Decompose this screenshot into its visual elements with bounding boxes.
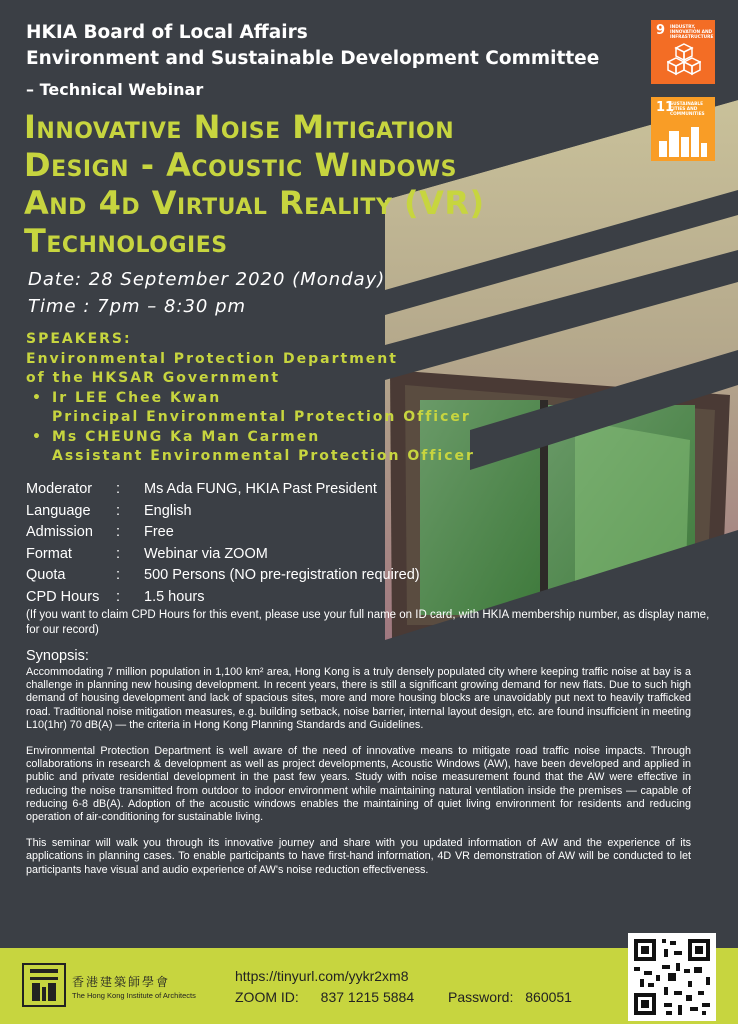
webinar-title xyxy=(24,108,644,260)
language-value: English xyxy=(144,502,192,519)
speaker-2-title: Assistant Environmental Protection Officer xyxy=(52,448,475,464)
synopsis-paragraph-1: Accommodating 7 million population in 1,100 km² area, Hong Kong is a truly densely populated city where keeping traffic noise at bay is a challenge in planning new housing development. In recent years, there is still a significant growing demand for new flats. Due to such high demand of housing development and lack of spacious sites, more and more housing blocks are unavoidably put next to heavily trafficked road. Traditional noise mitigation measures, e.g. building setback, noise barrier, internal layout design, etc. are found insufficient in meeting L10(1hr) 70 dB(A) — the criteria in Hong Kong Planning Standards and Guidelines. xyxy=(26,666,691,731)
speakers-heading: SPEAKERS: xyxy=(26,331,132,347)
zoom-id-label: ZOOM ID: xyxy=(235,989,299,1005)
qr-code-icon[interactable] xyxy=(628,933,716,1021)
city-icon xyxy=(657,123,709,157)
password-label: Password: xyxy=(448,989,514,1005)
detail-row-language: Language : English xyxy=(26,501,420,523)
speaker-1-title: Principal Environmental Protection Officer xyxy=(52,409,471,425)
bullet-icon: • xyxy=(32,428,43,445)
zoom-id-value: 837 1215 5884 xyxy=(320,989,415,1005)
speakers-section xyxy=(26,330,475,467)
speaker-2 xyxy=(26,428,475,448)
speaker-org-line-1: Environmental Protection Department xyxy=(26,350,398,367)
speaker-1-name: Ir LEE Chee Kwan xyxy=(52,389,222,406)
title-line-1: Innovative Noise Mitigation xyxy=(24,108,455,146)
sdg-9-label: INDUSTRY, INNOVATION AND INFRASTRUCTURE xyxy=(670,25,714,40)
cubes-icon xyxy=(667,42,701,76)
password-value: 860051 xyxy=(525,989,572,1005)
speaker-1 xyxy=(26,389,475,409)
committee-name: Environment and Sustainable Development Committee xyxy=(26,48,600,69)
cpd-value: 1.5 hours xyxy=(144,588,205,605)
sdg-11-badge xyxy=(651,97,715,161)
speaker-2-role xyxy=(26,447,475,467)
event-time: Time : 7pm – 8:30 pm xyxy=(28,296,247,317)
title-line-3: And 4d Virtual Reality (VR) xyxy=(24,184,485,222)
title-line-2: Design - Acoustic Windows xyxy=(24,146,457,184)
registration-link[interactable]: https://tinyurl.com/yykr2xm8 xyxy=(235,968,409,984)
detail-row-cpd: CPD Hours : 1.5 hours xyxy=(26,587,420,609)
event-date: Date: 28 September 2020 (Monday) xyxy=(28,269,386,290)
quota-value: 500 Persons (NO pre-registration required) xyxy=(144,567,420,583)
detail-row-quota: Quota : 500 Persons (NO pre-registration required) xyxy=(26,565,420,587)
format-value: Webinar via ZOOM xyxy=(144,545,268,562)
moderator-value: Ms Ada FUNG, HKIA Past President xyxy=(144,481,377,497)
hkia-name-chinese: 香港建築師學會 xyxy=(72,975,171,989)
zoom-info xyxy=(235,989,572,1005)
synopsis-paragraph-2: Environmental Protection Department is well aware of the need of innovative means to mitigate road traffic noise impacts. Through collaborations in research & development as well as project developments, Acoustic Windows (AW), have been developed and applied in public and private residential development in the past few years. Study with noise measurement found that the AW were effective in reducing the noise transmitted from outdoor to indoor environment while maintaining natural ventilation inside the premises — capable of reducing 6-8 dB(A). Adoption of the acoustic windows enables the maintaining of quiet living environment for residents and reducing operation of air-conditioning for sustainable living. xyxy=(26,745,691,824)
board-name: HKIA Board of Local Affairs xyxy=(26,22,308,43)
admission-value: Free xyxy=(144,524,174,540)
bullet-icon: • xyxy=(32,389,43,406)
synopsis-paragraph-3: This seminar will walk you through its innovative journey and share with you updated information of AW and the experience of its applications in planning cases. To enable participants to have first-hand information, 4D VR demonstration of AW will be conducted to let participants have visual and audio experience of AW's noise reduction effectiveness. xyxy=(26,837,691,876)
detail-row-admission: Admission : Free xyxy=(26,522,420,544)
sdg-11-label: SUSTAINABLE CITIES AND COMMUNITIES xyxy=(670,102,705,117)
schedule xyxy=(28,266,385,320)
speaker-org-line-2: of the HKSAR Government xyxy=(26,370,281,386)
hkia-name-english: The Hong Kong Institute of Architects xyxy=(72,991,196,1000)
event-details xyxy=(26,479,420,608)
detail-row-format: Format : Webinar via ZOOM xyxy=(26,544,420,566)
sdg-9-number: 9 xyxy=(656,23,666,38)
title-line-4: Technologies xyxy=(24,222,228,260)
synopsis-body xyxy=(26,666,691,890)
sdg-11-number: 11 xyxy=(656,100,675,115)
committee-header xyxy=(26,20,599,72)
speaker-1-role xyxy=(26,408,475,428)
hkia-logo-icon xyxy=(22,963,66,1007)
detail-row-moderator: Moderator : Ms Ada FUNG, HKIA Past President xyxy=(26,479,420,501)
synopsis-heading: Synopsis: xyxy=(26,648,89,664)
speaker-2-name: Ms CHEUNG Ka Man Carmen xyxy=(52,428,321,445)
event-type: – Technical Webinar xyxy=(26,80,204,99)
cpd-note: (If you want to claim CPD Hours for this event, please use your full name on ID card, with HKIA membership number, as display name, for our record) xyxy=(26,609,710,636)
sdg-9-badge xyxy=(651,20,715,84)
